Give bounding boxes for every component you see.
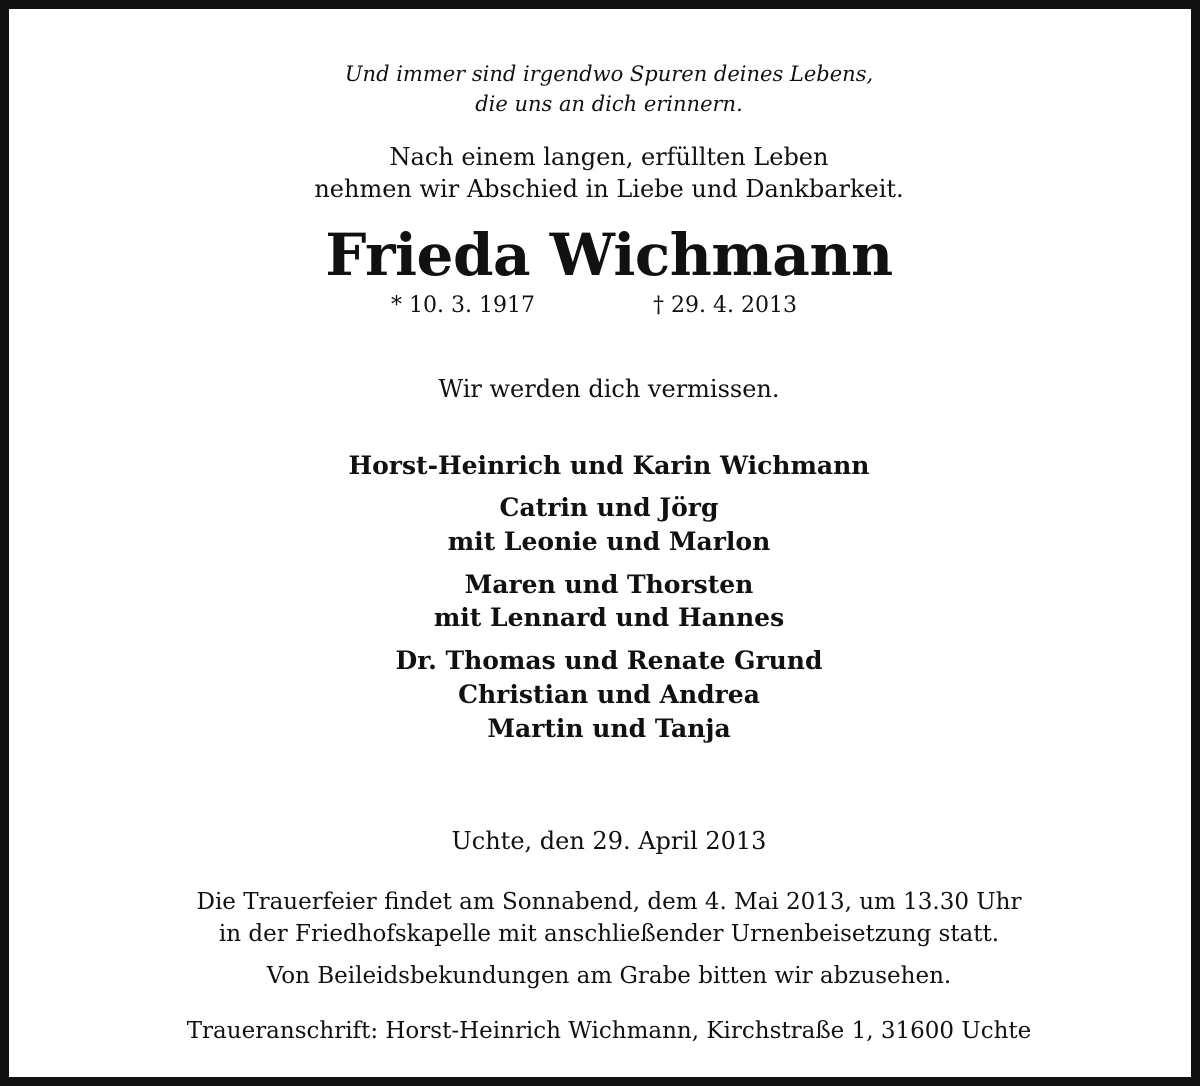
death-date: † 29. 4. 2013: [653, 293, 797, 318]
place-date-line: Uchte, den 29. April 2013: [451, 827, 767, 855]
mourner-line: Horst-Heinrich und Karin Wichmann: [348, 451, 870, 480]
mourner-line: Maren und Thorsten: [464, 570, 754, 599]
mourner-line: Christian und Andrea: [458, 680, 760, 709]
deceased-name: Frieda Wichmann: [325, 221, 893, 289]
service-line-2: in der Friedhofskapelle mit anschließender Urnenbeisetzung statt.: [218, 921, 1000, 947]
condolence-note: Von Beileidsbekundungen am Grabe bitten wir abzusehen.: [266, 963, 952, 989]
mourner-line: mit Lennard und Hannes: [433, 603, 785, 632]
motto-line-2: die uns an dich erinnern.: [475, 92, 743, 116]
mourner-line: Martin und Tanja: [487, 714, 731, 743]
mourner-line: mit Leonie und Marlon: [447, 527, 771, 556]
service-line-1: Die Trauerfeier findet am Sonnabend, dem 4. Mai 2013, um 13.30 Uhr: [196, 889, 1022, 915]
mourning-address: Traueranschrift: Horst-Heinrich Wichmann, Kirchstraße 1, 31600 Uchte: [186, 1018, 1032, 1044]
intro-line-1: Nach einem langen, erfüllten Leben: [389, 143, 829, 171]
intro-line-2: nehmen wir Abschied in Liebe und Dankbarkeit.: [314, 175, 904, 203]
farewell-line: Wir werden dich vermissen.: [438, 375, 780, 403]
mourner-line: Dr. Thomas und Renate Grund: [395, 646, 823, 675]
motto-line-1: Und immer sind irgendwo Spuren deines Lebens,: [344, 62, 874, 86]
mourner-line: Catrin und Jörg: [499, 493, 719, 522]
birth-date: * 10. 3. 1917: [391, 293, 535, 318]
